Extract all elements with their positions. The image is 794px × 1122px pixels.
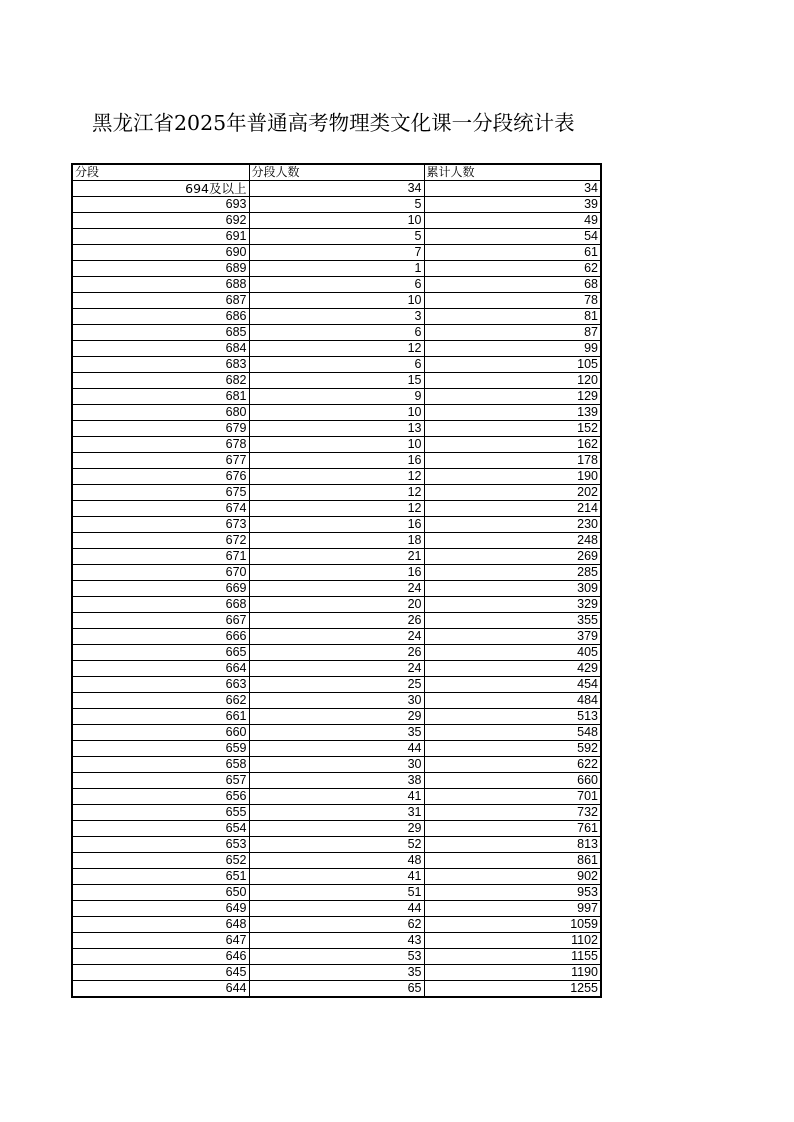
table-row — [72, 757, 601, 773]
segment-count-cell: 12 — [249, 469, 424, 485]
table-row — [72, 677, 601, 693]
score-cell: 661 — [72, 709, 249, 725]
score-cell: 664 — [72, 661, 249, 677]
score-cell: 692 — [72, 213, 249, 229]
table-row — [72, 517, 601, 533]
segment-count-cell: 30 — [249, 757, 424, 773]
segment-count-cell: 26 — [249, 613, 424, 629]
cumulative-count-cell: 61 — [424, 245, 601, 261]
table-row — [72, 805, 601, 821]
table-row — [72, 581, 601, 597]
score-cell: 675 — [72, 485, 249, 501]
cumulative-count-cell: 105 — [424, 357, 601, 373]
score-cell: 647 — [72, 933, 249, 949]
segment-count-cell: 5 — [249, 229, 424, 245]
score-cell: 687 — [72, 293, 249, 309]
score-cell: 651 — [72, 869, 249, 885]
table-row — [72, 421, 601, 437]
score-cell: 652 — [72, 853, 249, 869]
segment-count-cell: 12 — [249, 501, 424, 517]
cumulative-count-cell: 139 — [424, 405, 601, 421]
table-row — [72, 693, 601, 709]
cumulative-count-cell: 54 — [424, 229, 601, 245]
segment-count-cell: 9 — [249, 389, 424, 405]
table-row — [72, 389, 601, 405]
cumulative-count-cell: 87 — [424, 325, 601, 341]
cumulative-count-cell: 513 — [424, 709, 601, 725]
score-cell: 660 — [72, 725, 249, 741]
table-row — [72, 661, 601, 677]
cumulative-count-cell: 429 — [424, 661, 601, 677]
score-cell: 670 — [72, 565, 249, 581]
segment-count-cell: 12 — [249, 485, 424, 501]
score-cell: 674 — [72, 501, 249, 517]
table-row — [72, 853, 601, 869]
score-cell: 684 — [72, 341, 249, 357]
table-row — [72, 965, 601, 981]
score-cell: 693 — [72, 197, 249, 213]
table-row — [72, 437, 601, 453]
score-cell: 665 — [72, 645, 249, 661]
segment-count-cell: 29 — [249, 709, 424, 725]
score-cell: 677 — [72, 453, 249, 469]
table-row — [72, 213, 601, 229]
cumulative-count-cell: 861 — [424, 853, 601, 869]
score-cell: 644 — [72, 981, 249, 998]
score-cell: 657 — [72, 773, 249, 789]
segment-count-cell: 24 — [249, 581, 424, 597]
score-cell: 685 — [72, 325, 249, 341]
cumulative-count-cell: 484 — [424, 693, 601, 709]
score-cell: 658 — [72, 757, 249, 773]
score-distribution-table — [71, 163, 602, 998]
table-row — [72, 773, 601, 789]
table-row — [72, 293, 601, 309]
table-row — [72, 917, 601, 933]
score-cell: 680 — [72, 405, 249, 421]
segment-count-cell: 41 — [249, 869, 424, 885]
segment-count-cell: 53 — [249, 949, 424, 965]
cumulative-count-cell: 269 — [424, 549, 601, 565]
header-cumulative-count: 累计人数 — [424, 164, 601, 181]
cumulative-count-cell: 660 — [424, 773, 601, 789]
table-row — [72, 261, 601, 277]
header-segment-count: 分段人数 — [249, 164, 424, 181]
segment-count-cell: 25 — [249, 677, 424, 693]
segment-count-cell: 43 — [249, 933, 424, 949]
segment-count-cell: 7 — [249, 245, 424, 261]
score-cell: 666 — [72, 629, 249, 645]
table-row — [72, 453, 601, 469]
cumulative-count-cell: 309 — [424, 581, 601, 597]
cumulative-count-cell: 732 — [424, 805, 601, 821]
table-row — [72, 789, 601, 805]
table-row — [72, 645, 601, 661]
segment-count-cell: 52 — [249, 837, 424, 853]
score-cell: 682 — [72, 373, 249, 389]
segment-count-cell: 16 — [249, 565, 424, 581]
page-title: 黑龙江省2025年普通高考物理类文化课一分段统计表 — [92, 111, 575, 135]
cumulative-count-cell: 1102 — [424, 933, 601, 949]
cumulative-count-cell: 813 — [424, 837, 601, 853]
segment-count-cell: 29 — [249, 821, 424, 837]
table-row — [72, 357, 601, 373]
table-row — [72, 885, 601, 901]
segment-count-cell: 35 — [249, 965, 424, 981]
table-row — [72, 341, 601, 357]
table-row — [72, 469, 601, 485]
segment-count-cell: 6 — [249, 277, 424, 293]
table-row — [72, 549, 601, 565]
segment-count-cell: 12 — [249, 341, 424, 357]
cumulative-count-cell: 62 — [424, 261, 601, 277]
header-score-range: 分段 — [72, 164, 249, 181]
cumulative-count-cell: 902 — [424, 869, 601, 885]
cumulative-count-cell: 190 — [424, 469, 601, 485]
score-cell: 686 — [72, 309, 249, 325]
cumulative-count-cell: 202 — [424, 485, 601, 501]
segment-count-cell: 10 — [249, 437, 424, 453]
score-cell: 667 — [72, 613, 249, 629]
segment-count-cell: 35 — [249, 725, 424, 741]
score-cell: 690 — [72, 245, 249, 261]
table-row — [72, 741, 601, 757]
table-row — [72, 901, 601, 917]
table-row — [72, 485, 601, 501]
table-row — [72, 533, 601, 549]
segment-count-cell: 16 — [249, 517, 424, 533]
cumulative-count-cell: 548 — [424, 725, 601, 741]
score-cell: 659 — [72, 741, 249, 757]
cumulative-count-cell: 99 — [424, 341, 601, 357]
table-row — [72, 597, 601, 613]
cumulative-count-cell: 285 — [424, 565, 601, 581]
score-cell: 646 — [72, 949, 249, 965]
cumulative-count-cell: 214 — [424, 501, 601, 517]
score-cell: 676 — [72, 469, 249, 485]
segment-count-cell: 44 — [249, 741, 424, 757]
segment-count-cell: 6 — [249, 325, 424, 341]
cumulative-count-cell: 329 — [424, 597, 601, 613]
score-cell: 679 — [72, 421, 249, 437]
score-cell: 694及以上 — [72, 181, 249, 197]
table-row — [72, 933, 601, 949]
table-row — [72, 837, 601, 853]
table-row — [72, 325, 601, 341]
score-cell: 683 — [72, 357, 249, 373]
score-cell: 662 — [72, 693, 249, 709]
cumulative-count-cell: 78 — [424, 293, 601, 309]
segment-count-cell: 20 — [249, 597, 424, 613]
cumulative-count-cell: 49 — [424, 213, 601, 229]
cumulative-count-cell: 454 — [424, 677, 601, 693]
segment-count-cell: 1 — [249, 261, 424, 277]
cumulative-count-cell: 120 — [424, 373, 601, 389]
table-body — [72, 181, 601, 998]
segment-count-cell: 51 — [249, 885, 424, 901]
table-row — [72, 181, 601, 197]
cumulative-count-cell: 405 — [424, 645, 601, 661]
table-row — [72, 709, 601, 725]
table-header-row — [72, 164, 601, 181]
cumulative-count-cell: 622 — [424, 757, 601, 773]
segment-count-cell: 6 — [249, 357, 424, 373]
score-cell: 672 — [72, 533, 249, 549]
table-row — [72, 613, 601, 629]
score-cell: 645 — [72, 965, 249, 981]
score-cell: 649 — [72, 901, 249, 917]
segment-count-cell: 13 — [249, 421, 424, 437]
cumulative-count-cell: 248 — [424, 533, 601, 549]
score-cell: 648 — [72, 917, 249, 933]
table-row — [72, 629, 601, 645]
table-row — [72, 229, 601, 245]
segment-count-cell: 62 — [249, 917, 424, 933]
segment-count-cell: 10 — [249, 405, 424, 421]
segment-count-cell: 26 — [249, 645, 424, 661]
score-cell: 653 — [72, 837, 249, 853]
table-row — [72, 501, 601, 517]
score-cell: 678 — [72, 437, 249, 453]
table-row — [72, 245, 601, 261]
score-cell: 689 — [72, 261, 249, 277]
table-row — [72, 405, 601, 421]
segment-count-cell: 65 — [249, 981, 424, 998]
score-cell: 669 — [72, 581, 249, 597]
cumulative-count-cell: 152 — [424, 421, 601, 437]
cumulative-count-cell: 230 — [424, 517, 601, 533]
table-row — [72, 373, 601, 389]
table-row — [72, 725, 601, 741]
score-cell: 650 — [72, 885, 249, 901]
cumulative-count-cell: 355 — [424, 613, 601, 629]
segment-count-cell: 24 — [249, 661, 424, 677]
segment-count-cell: 41 — [249, 789, 424, 805]
cumulative-count-cell: 953 — [424, 885, 601, 901]
segment-count-cell: 10 — [249, 213, 424, 229]
segment-count-cell: 10 — [249, 293, 424, 309]
cumulative-count-cell: 68 — [424, 277, 601, 293]
cumulative-count-cell: 761 — [424, 821, 601, 837]
cumulative-count-cell: 1255 — [424, 981, 601, 998]
segment-count-cell: 18 — [249, 533, 424, 549]
segment-count-cell: 3 — [249, 309, 424, 325]
cumulative-count-cell: 379 — [424, 629, 601, 645]
score-cell: 688 — [72, 277, 249, 293]
cumulative-count-cell: 81 — [424, 309, 601, 325]
segment-count-cell: 48 — [249, 853, 424, 869]
cumulative-count-cell: 701 — [424, 789, 601, 805]
segment-count-cell: 15 — [249, 373, 424, 389]
table-row — [72, 309, 601, 325]
segment-count-cell: 38 — [249, 773, 424, 789]
score-cell: 655 — [72, 805, 249, 821]
table-row — [72, 981, 601, 998]
table-row — [72, 565, 601, 581]
score-cell: 671 — [72, 549, 249, 565]
cumulative-count-cell: 162 — [424, 437, 601, 453]
score-cell: 663 — [72, 677, 249, 693]
cumulative-count-cell: 34 — [424, 181, 601, 197]
cumulative-count-cell: 997 — [424, 901, 601, 917]
cumulative-count-cell: 1155 — [424, 949, 601, 965]
score-cell: 668 — [72, 597, 249, 613]
table-row — [72, 277, 601, 293]
score-cell: 656 — [72, 789, 249, 805]
segment-count-cell: 5 — [249, 197, 424, 213]
segment-count-cell: 16 — [249, 453, 424, 469]
segment-count-cell: 31 — [249, 805, 424, 821]
cumulative-count-cell: 1059 — [424, 917, 601, 933]
table-row — [72, 197, 601, 213]
table-row — [72, 821, 601, 837]
segment-count-cell: 21 — [249, 549, 424, 565]
cumulative-count-cell: 592 — [424, 741, 601, 757]
score-cell: 673 — [72, 517, 249, 533]
segment-count-cell: 44 — [249, 901, 424, 917]
score-cell: 654 — [72, 821, 249, 837]
cumulative-count-cell: 1190 — [424, 965, 601, 981]
score-cell: 681 — [72, 389, 249, 405]
cumulative-count-cell: 129 — [424, 389, 601, 405]
segment-count-cell: 34 — [249, 181, 424, 197]
table-row — [72, 949, 601, 965]
score-cell: 691 — [72, 229, 249, 245]
segment-count-cell: 24 — [249, 629, 424, 645]
cumulative-count-cell: 39 — [424, 197, 601, 213]
cumulative-count-cell: 178 — [424, 453, 601, 469]
segment-count-cell: 30 — [249, 693, 424, 709]
table-row — [72, 869, 601, 885]
